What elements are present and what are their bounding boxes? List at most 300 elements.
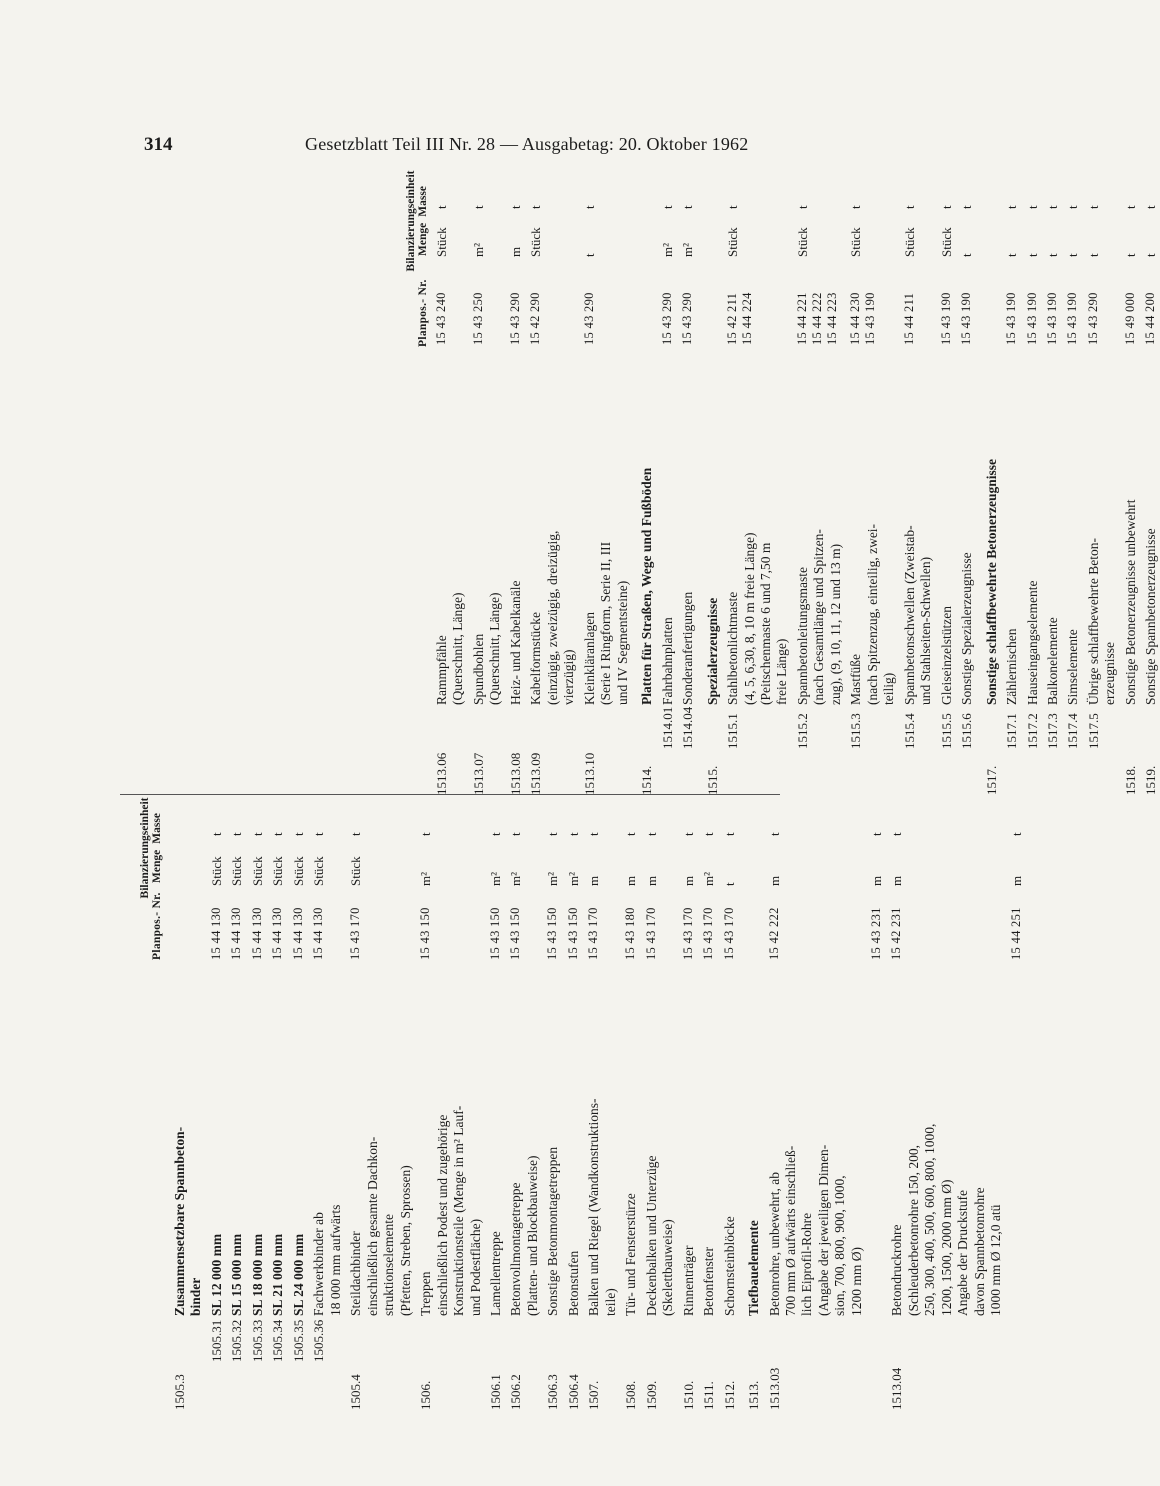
planpos-value: 15 43 240: [434, 292, 448, 345]
unit-menge: Stück: [290, 856, 306, 886]
table-row: [722, 810, 738, 1410]
item-name-line: Betonfenster: [701, 1247, 717, 1316]
planpos-value: 15 43 190: [863, 292, 878, 345]
right-table-header: [386, 170, 430, 795]
planpos-number: [939, 257, 954, 345]
planpos-number: [848, 257, 878, 345]
item-name-line: Tiefbauelemente: [746, 1220, 762, 1316]
unit-masse: t: [1004, 205, 1020, 209]
unit-masse: t: [311, 832, 327, 836]
planpos-number: [508, 257, 523, 345]
unit-menge: m: [889, 875, 905, 886]
unit-menge: t: [1143, 253, 1159, 257]
unit-menge: t: [959, 253, 975, 257]
item-name-line: 1000 mm Ø 12,0 atü: [988, 1204, 1004, 1316]
planpos-number: [722, 886, 737, 960]
running-head: Gesetzblatt Teil III Nr. 28 — Ausgabetag: 20. Oktober 1962: [305, 134, 749, 154]
item-name-line: struktionselemente: [381, 1214, 397, 1316]
table-row: [984, 183, 1000, 795]
item-name: [889, 960, 1004, 1316]
unit-menge: m: [766, 875, 782, 886]
unit-menge: Stück: [249, 856, 265, 886]
table-row: [229, 810, 245, 1410]
planpos-number: [566, 886, 581, 960]
planpos-value: 15 43 170: [586, 907, 601, 960]
item-name-line: (einzügig, zweizügig, dreizügig,: [544, 530, 560, 705]
unit-masse: t: [1143, 205, 1159, 209]
unit-masse: t: [418, 832, 434, 836]
item-name-line: binder: [188, 1277, 204, 1316]
item-name: [1004, 345, 1020, 705]
unit-menge: m²: [659, 242, 675, 257]
item-name-line: 250, 300, 400, 500, 600, 800, 1000,: [922, 1123, 938, 1316]
planpos-number: [1004, 257, 1019, 345]
table-row: [586, 810, 619, 1410]
item-code: 1505.3: [172, 1374, 187, 1410]
item-name: [701, 960, 717, 1316]
item-name-line: 18 000 mm aufwärts: [327, 1204, 343, 1316]
unit-masse: t: [565, 832, 581, 836]
table-row: [172, 810, 205, 1410]
planpos-value: 15 42 222: [766, 907, 781, 960]
planpos-value: 15 49 000: [1122, 292, 1137, 345]
item-subcode: 1505.32: [229, 1319, 245, 1362]
item-name-line: 700 mm Ø aufwärts einschließ-: [783, 1145, 798, 1316]
item-name: [270, 960, 286, 1316]
table-row: [545, 810, 561, 1410]
item-name-line: (nach Gesamtlänge und Spitzen-: [811, 529, 827, 705]
item-code: 1517.: [983, 765, 999, 795]
unit-masse: t: [721, 832, 737, 836]
item-name: [1123, 345, 1139, 705]
unit-masse: t: [434, 205, 449, 209]
item-subcode: 1517.5: [1085, 713, 1101, 749]
item-code: 1514.: [639, 765, 655, 795]
item-name-line: Übrige schlaffbewehrte Beton-: [1085, 538, 1101, 705]
item-name: [848, 345, 897, 705]
unit-menge: m²: [508, 871, 524, 886]
item-name-line: sion, 700, 800, 900, 1000,: [832, 1175, 848, 1316]
planpos-value: 15 43 290: [581, 292, 596, 345]
planpos-number: [1086, 257, 1101, 345]
item-name: [939, 345, 955, 705]
planpos-value: 15 44 130: [311, 907, 326, 960]
item-code: 1519.: [1143, 765, 1159, 795]
planpos-value: 15 44 230: [848, 292, 863, 345]
planpos-number: [1045, 257, 1060, 345]
item-name: [767, 960, 866, 1316]
planpos-number: [644, 886, 659, 960]
item-name: [644, 960, 677, 1316]
unit-menge: m²: [565, 871, 581, 886]
planpos-value: 15 43 150: [508, 907, 523, 960]
item-name: [746, 960, 762, 1316]
item-name: [984, 345, 1000, 705]
table-row: [1025, 183, 1041, 795]
planpos-value: 15 44 200: [1143, 292, 1158, 345]
item-name-line: (Querschnitt, Länge): [450, 592, 466, 705]
unit-masse: t: [938, 205, 954, 209]
item-name-line: erzeugnisse: [1102, 642, 1118, 705]
item-name: [209, 960, 225, 1316]
item-subcode: 1515.5: [938, 713, 954, 749]
planpos-number: [889, 886, 904, 960]
item-name-line: SL 21 000 mm: [270, 1233, 286, 1316]
item-name-line: Sonderanfertigungen: [680, 591, 696, 705]
planpos-number: [348, 886, 363, 960]
unit-masse: t: [869, 832, 885, 836]
table-row: [1086, 183, 1119, 795]
item-code: 1512.: [721, 1380, 737, 1410]
planpos-value: 15 43 170: [721, 907, 736, 960]
item-name-line: Spezialerzeugnisse: [704, 597, 720, 705]
planpos-number: [586, 886, 601, 960]
item-name-line: einschließlich Podest und zugehörige: [434, 1114, 450, 1316]
unit-masse: t: [586, 832, 602, 836]
unit-masse: t: [545, 832, 561, 836]
bilanzierungseinheit-header: Bilanzierungseinheit Menge Masse: [404, 170, 430, 272]
item-code: 1513.10: [581, 752, 597, 795]
item-name: [582, 345, 631, 705]
item-name-line: und Stahlseiten-Schwellen): [918, 556, 934, 705]
item-subcode: 1517.2: [1024, 713, 1040, 749]
table-row: [1009, 810, 1025, 1410]
planpos-number: [418, 886, 433, 960]
item-name-line: Betonstufen: [565, 1250, 581, 1316]
table-row: [434, 183, 467, 795]
unit-masse: t: [487, 832, 503, 836]
item-name-line: (Querschnitt, Länge): [487, 592, 503, 705]
item-name-line: Balkonelemente: [1045, 617, 1060, 705]
planpos-value: 15 43 231: [869, 907, 884, 960]
planpos-number: [1065, 257, 1080, 345]
item-name: [1143, 345, 1159, 705]
table-row: [528, 183, 577, 795]
item-code: 1513.04: [889, 1367, 905, 1410]
planpos-value: 15 43 190: [959, 292, 974, 345]
planpos-value: 15 43 180: [623, 907, 638, 960]
item-subcode: 1515.1: [725, 713, 741, 749]
planpos-value: 15 44 130: [290, 907, 305, 960]
item-name-line: Tür- und Fensterstürze: [623, 1193, 639, 1316]
planpos-number: [471, 257, 486, 345]
planpos-number: [701, 886, 716, 960]
item-name: [681, 960, 697, 1316]
item-code: 1513.06: [434, 752, 449, 795]
item-code: 1510.: [680, 1380, 696, 1410]
item-code: 1505.4: [348, 1374, 364, 1410]
table-row: [250, 810, 266, 1410]
table-row: [508, 810, 541, 1410]
item-name-line: (Platten- und Blockbauweise): [524, 1155, 540, 1316]
right-table-body: [434, 183, 1160, 795]
item-name: [488, 960, 504, 1316]
unit-menge: m²: [701, 871, 717, 886]
unit-masse: t: [959, 205, 975, 209]
item-name-line: Hauseingangselemente: [1024, 580, 1040, 705]
planpos-number: [582, 257, 597, 345]
item-subcode: 1515.4: [901, 713, 917, 749]
unit-masse: t: [507, 205, 523, 209]
item-name: [566, 960, 582, 1316]
table-row: [644, 810, 677, 1410]
unit-masse: t: [290, 832, 306, 836]
unit-masse: t: [1024, 205, 1040, 209]
planpos-value: 15 44 251: [1008, 907, 1023, 960]
planpos-value: 15 43 190: [1004, 292, 1019, 345]
item-code: 1513.09: [528, 752, 544, 795]
item-name: [508, 345, 524, 705]
planpos-number: [528, 257, 543, 345]
item-code: 1508.: [623, 1380, 639, 1410]
item-code: 1513.03: [766, 1367, 782, 1410]
table-row: [1123, 183, 1139, 795]
item-name-line: Spannbetonleitungsmaste: [794, 567, 810, 705]
item-name-line: lich Eiprofil-Rohre: [799, 1212, 815, 1316]
planpos-number: [270, 886, 285, 960]
unit-masse: t: [229, 832, 245, 836]
item-name-line: Spundbohlen: [470, 633, 486, 705]
planpos-number: [545, 886, 560, 960]
planpos-value: 15 44 221: [794, 292, 809, 345]
item-name-line: SL 18 000 mm: [249, 1233, 265, 1316]
item-code: 1506.4: [565, 1374, 581, 1410]
planpos-value: 15 43 170: [701, 907, 716, 960]
item-name: [623, 960, 639, 1316]
planpos-number: [1123, 257, 1138, 345]
unit-menge: m²: [680, 242, 696, 257]
unit-menge: m²: [545, 871, 561, 886]
planpos-number: [725, 257, 755, 345]
item-name-line: Lamellentreppe: [487, 1231, 503, 1316]
item-name-line: teilig): [881, 672, 897, 705]
planpos-number: [767, 886, 782, 960]
item-name: [291, 960, 307, 1316]
unit-menge: Stück: [794, 227, 810, 257]
planpos-number: [681, 886, 696, 960]
unit-masse: t: [701, 832, 717, 836]
unit-masse: t: [1045, 205, 1060, 209]
unit-menge: t: [1045, 253, 1060, 257]
item-subcode: 1517.4: [1065, 713, 1081, 749]
unit-masse: t: [848, 205, 864, 209]
unit-masse: t: [680, 205, 696, 209]
table-row: [701, 810, 717, 1410]
left-table-body: [172, 810, 1025, 1410]
unit-masse: t: [623, 832, 639, 836]
planpos-header: Planpos.- Nr.: [151, 892, 164, 960]
item-code: 1506.3: [545, 1374, 561, 1410]
unit-menge: m: [586, 875, 602, 886]
table-row: [767, 810, 866, 1410]
item-name: [545, 960, 561, 1316]
unit-menge: m: [680, 875, 696, 886]
table-row: [746, 810, 762, 1410]
unit-masse: t: [901, 205, 917, 209]
item-name-line: Mastfüße: [848, 654, 864, 705]
unit-masse: t: [270, 832, 286, 836]
unit-menge: Stück: [311, 856, 327, 886]
item-name: [639, 345, 655, 705]
item-code: 1506.1: [487, 1374, 503, 1410]
item-name-line: Betonvollmontagetreppe: [508, 1182, 524, 1316]
left-table-header: [120, 797, 164, 1410]
planpos-number: [959, 257, 974, 345]
unit-masse: t: [348, 832, 364, 836]
item-subcode: 1515.2: [794, 713, 810, 749]
unit-menge: m: [623, 875, 639, 886]
planpos-number: [229, 886, 244, 960]
planpos-number: [680, 257, 695, 345]
item-name-line: Simselemente: [1065, 629, 1081, 705]
table-row: [902, 183, 935, 795]
unit-masse: t: [680, 832, 696, 836]
page-number: 314: [144, 134, 173, 155]
table-row: [348, 810, 414, 1410]
item-name-line: (Schleuderbetonrohre 150, 200,: [905, 1145, 921, 1316]
table-row: [705, 183, 721, 795]
item-name-line: Sonstige Betonerzeugnisse unbewehrt: [1122, 499, 1138, 705]
planpos-value: 15 43 190: [1045, 292, 1059, 345]
table-row: [959, 183, 975, 795]
item-name-line: Rammpfähle: [434, 635, 449, 705]
unit-masse: t: [794, 205, 810, 209]
table-row: [471, 183, 504, 795]
planpos-value: 15 43 290: [1085, 292, 1100, 345]
unit-masse: t: [889, 832, 905, 836]
planpos-number: [869, 886, 884, 960]
table-row: [270, 810, 286, 1410]
table-row: [795, 183, 844, 795]
unit-masse: t: [725, 205, 741, 209]
unit-masse: t: [1122, 205, 1138, 209]
item-name-line: SL 12 000 mm: [208, 1233, 224, 1316]
item-code: 1513.07: [470, 752, 486, 795]
unit-masse: t: [1008, 832, 1024, 836]
item-name-line: Kleinkläranlagen: [581, 612, 597, 705]
unit-masse: t: [470, 205, 486, 209]
table-row: [582, 183, 631, 795]
unit-menge: t: [721, 882, 737, 886]
item-name-line: (4, 5, 6,30, 8, 10 m freie Länge): [741, 532, 757, 705]
planpos-number: [660, 257, 675, 345]
item-name: [471, 345, 504, 705]
item-name: [725, 345, 791, 705]
item-code: 1515.: [704, 765, 720, 795]
unit-masse: t: [208, 832, 224, 836]
item-name-line: Sonstige Spannbetonerzeugnisse: [1143, 528, 1159, 705]
item-subcode: 1505.36: [311, 1319, 327, 1362]
item-code: 1518.: [1122, 765, 1138, 795]
unit-menge: t: [1122, 253, 1138, 257]
planpos-value: 15 42 231: [889, 907, 904, 960]
bilanzierungseinheit-header: Bilanzierungseinheit Menge Masse: [138, 797, 164, 899]
item-name: [311, 960, 344, 1316]
left-table: [120, 797, 1024, 1410]
planpos-value: 15 43 250: [470, 292, 485, 345]
planpos-value: 15 44 130: [229, 907, 244, 960]
unit-menge: Stück: [938, 227, 954, 257]
planpos-value: 15 43 290: [680, 292, 695, 345]
item-name: [902, 345, 935, 705]
planpos-value: 15 42 290: [528, 292, 543, 345]
unit-masse: t: [659, 205, 675, 209]
item-name-line: Fahrbahnplatten: [659, 617, 675, 705]
item-name-line: Platten für Straßen, Wege und Fußböden: [639, 467, 655, 705]
unit-menge: m²: [470, 242, 486, 257]
item-name-line: Konstruktionsteile (Menge in m² Lauf-: [451, 1105, 467, 1316]
unit-menge: Stück: [848, 227, 864, 257]
planpos-number: [795, 257, 840, 345]
item-code: 1511.: [701, 1381, 717, 1410]
item-name-line: Sonstige schlaffbewehrte Betonerzeugnisse: [983, 459, 999, 705]
item-name: [680, 345, 696, 705]
item-name-line: Steildachbinder: [348, 1231, 364, 1316]
planpos-value: 15 44 211: [901, 292, 916, 345]
item-name-line: Heiz- und Kabelkanäle: [507, 580, 523, 705]
item-name-line: (Serie I Ringform, Serie II, III: [598, 541, 614, 705]
item-name-line: Sonstige Betonmontagetreppen: [545, 1146, 561, 1316]
unit-menge: t: [1065, 253, 1081, 257]
planpos-value: 15 43 170: [348, 907, 363, 960]
unit-masse: t: [249, 832, 265, 836]
unit-menge: m: [869, 875, 885, 886]
unit-menge: Stück: [725, 227, 741, 257]
right-table: [386, 170, 1159, 795]
unit-menge: Stück: [208, 856, 224, 886]
unit-menge: m: [643, 875, 659, 886]
planpos-value: 15 44 130: [249, 907, 264, 960]
unit-menge: m: [507, 246, 523, 257]
table-row: [311, 810, 344, 1410]
item-name-line: Fachwerkbinder ab: [311, 1212, 327, 1316]
item-name-line: und IV Segmentsteine): [614, 580, 630, 705]
planpos-number: [1009, 886, 1024, 960]
planpos-number: [1143, 257, 1158, 345]
unit-menge: t: [1024, 253, 1040, 257]
item-name: [722, 960, 738, 1316]
unit-menge: Stück: [528, 227, 544, 257]
item-name: [1025, 345, 1041, 705]
planpos-number: [311, 886, 326, 960]
item-name-line: (Peitschenmaste 6 und 7,50 m: [757, 542, 773, 705]
unit-menge: m²: [418, 871, 434, 886]
item-code: 1507.: [586, 1380, 602, 1410]
item-name-line: 1200 mm Ø): [848, 1247, 864, 1316]
unit-masse: t: [508, 832, 524, 836]
planpos-number: [291, 886, 306, 960]
item-name: [705, 345, 721, 705]
planpos-number: [434, 257, 449, 345]
item-code: 1509.: [643, 1380, 659, 1410]
planpos-value: 15 43 290: [659, 292, 674, 345]
table-row: [848, 183, 897, 795]
unit-masse: t: [528, 205, 544, 209]
table-row: [869, 810, 885, 1410]
item-name: [418, 960, 484, 1316]
planpos-value: 15 43 290: [507, 292, 522, 345]
item-code: 1506.: [418, 1380, 434, 1410]
item-name-line: (nach Spitzenzug, einteilig, zwei-: [864, 523, 880, 705]
table-row: [566, 810, 582, 1410]
item-name: [229, 960, 245, 1316]
planpos-value: 15 43 150: [545, 907, 560, 960]
item-name-line: Stahlbetonlichtmaste: [725, 591, 741, 705]
planpos-value: 15 44 224: [740, 292, 755, 345]
item-name: [959, 345, 975, 705]
table-row: [418, 810, 484, 1410]
planpos-number: [623, 886, 638, 960]
